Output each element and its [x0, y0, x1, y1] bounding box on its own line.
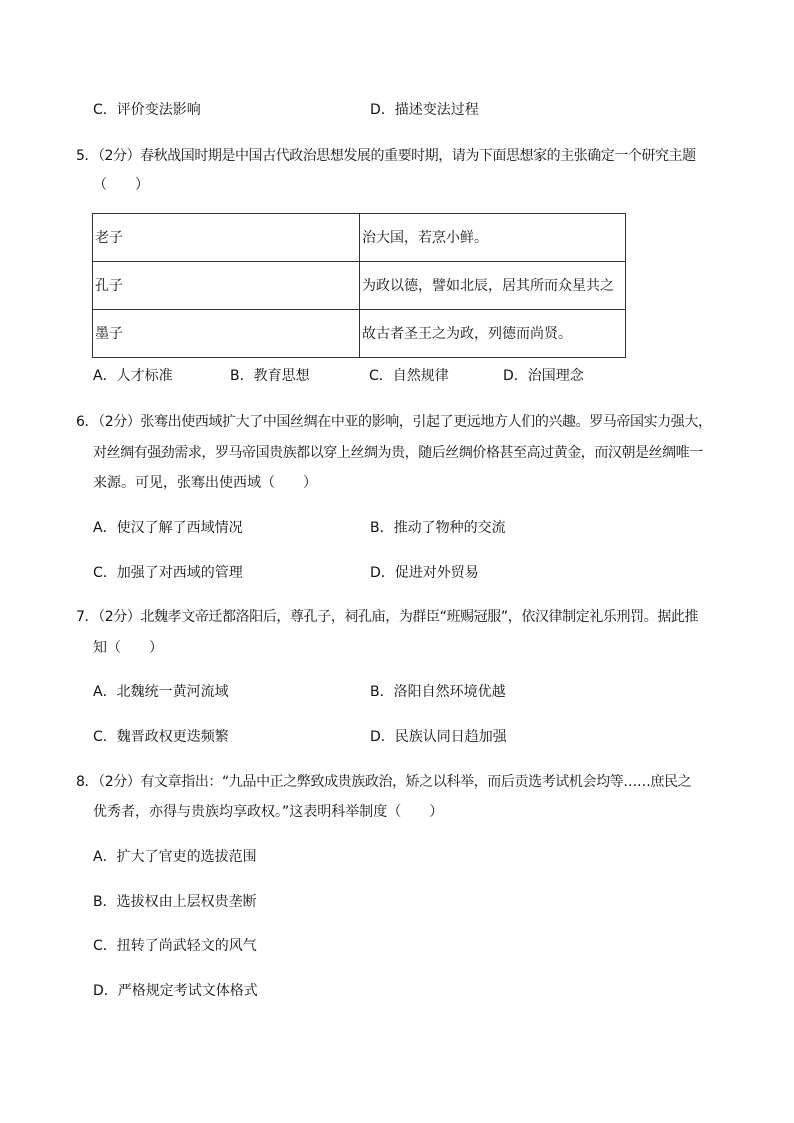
q7-line-1: 7．（2分）北魏孝文帝迁都洛阳后，尊孔子，祠孔庙，为群臣“班赐冠服”，依汉律制定礼乐刑罚。据此推 — [76, 609, 699, 625]
q6-line-1: 6．（2分）张骞出使西域扩大了中国丝绸在中亚的影响，引起了更远地方人们的兴趣。罗马帝国实力强大， — [76, 414, 712, 430]
q8-option-c: C．扭转了尚武轻文的风气 — [93, 938, 257, 954]
q7-option-d: D．民族认同日趋加强 — [370, 729, 507, 745]
q5-table — [92, 213, 626, 358]
q8-option-a: A．扩大了官吏的选拔范围 — [93, 849, 257, 865]
q7-option-b: B．洛阳自然环境优越 — [370, 684, 506, 700]
q5-option-d: D．治国理念 — [503, 368, 584, 384]
q4-option-c: C．评价变法影响 — [93, 102, 201, 118]
q5-stem: 5．（2分）春秋战国时期是中国古代政治思想发展的重要时期，请为下面思想家的主张确定一个研究主题 — [76, 148, 696, 164]
q5-blank: （ ） — [93, 177, 149, 193]
q6-option-d: D．促进对外贸易 — [370, 565, 479, 581]
quote-cell: 为政以德，譬如北辰，居其所而众星共之 — [360, 262, 626, 310]
q6-option-b: B．推动了物种的交流 — [370, 520, 506, 536]
thinker-cell: 孔子 — [93, 262, 360, 310]
q6-line-3: 来源。可见，张骞出使西域（ ） — [93, 475, 317, 491]
table-row — [93, 214, 626, 262]
q8-line-1: 8．（2分）有文章指出：“九品中正之弊致成贵族政治，矫之以科举，而后贡选考试机会均等……庶民之 — [76, 774, 692, 790]
thinker-cell: 墨子 — [93, 310, 360, 358]
quote-cell: 治大国，若烹小鲜。 — [360, 214, 626, 262]
q6-line-2: 对丝绸有强劲需求，罗马帝国贵族都以穿上丝绸为贵，随后丝绸价格甚至高过黄金，而汉朝是丝绸唯一 — [93, 445, 703, 461]
thinker-cell: 老子 — [93, 214, 360, 262]
table-row — [93, 262, 626, 310]
table-row — [93, 310, 626, 358]
q8-option-d: D．严格规定考试文体格式 — [93, 983, 258, 999]
q7-option-a: A．北魏统一黄河流域 — [93, 684, 229, 700]
q5-option-b: B．教育思想 — [230, 368, 310, 384]
q5-option-c: C．自然规律 — [369, 368, 449, 384]
q8-option-b: B．选拔权由上层权贵垄断 — [93, 894, 257, 910]
q7-line-2: 知（ ） — [93, 640, 163, 656]
q7-option-c: C．魏晋政权更迭频繁 — [93, 729, 229, 745]
q6-option-c: C．加强了对西域的管理 — [93, 565, 243, 581]
q5-option-a: A．人才标准 — [93, 368, 173, 384]
quote-cell: 故古者圣王之为政，列德而尚贤。 — [360, 310, 626, 358]
q6-option-a: A．使汉了解了西域情况 — [93, 520, 243, 536]
q4-option-d: D．描述变法过程 — [370, 102, 479, 118]
q8-line-2: 优秀者，亦得与贵族均享政权。”这表明科举制度（ ） — [93, 804, 444, 820]
